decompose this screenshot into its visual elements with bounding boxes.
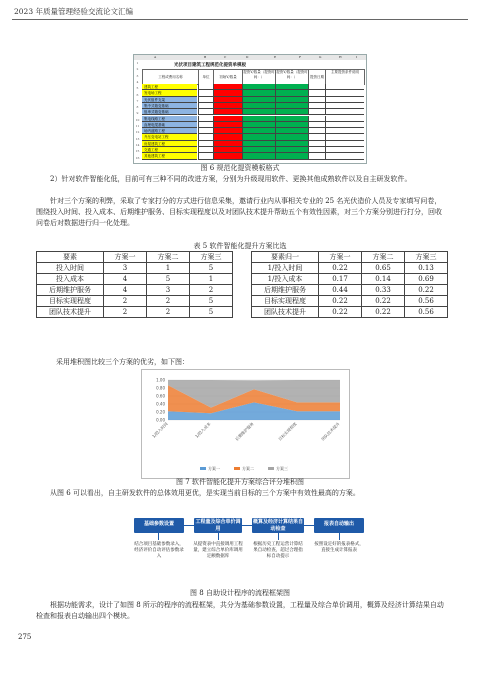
table-cell: 4: [104, 274, 147, 285]
row-number: 3: [136, 73, 139, 78]
table-cell: 投入成本: [37, 274, 104, 285]
table-cell: 5: [190, 307, 233, 318]
sheet-cell: [275, 153, 308, 159]
table-cell: 1: [147, 263, 190, 274]
table-cell: 0.22: [362, 307, 405, 318]
table-row: [252, 296, 448, 307]
sheet-row-name: 房屋建筑工程: [142, 141, 197, 147]
row-number: 7: [136, 98, 139, 103]
row-number: 2: [136, 67, 139, 72]
table-cell: 4: [104, 285, 147, 296]
row-number: 11: [135, 124, 140, 128]
table-cell: 投入时间: [37, 263, 104, 274]
table-header-cell: 方案一: [319, 252, 362, 263]
table-5-right: [251, 251, 448, 318]
table-cell: 2: [104, 296, 147, 307]
table-row: [37, 263, 233, 274]
table-cell: 团队技术提升: [252, 307, 319, 318]
table-header-cell: 方案一: [104, 252, 147, 263]
table-5-left: [36, 251, 233, 318]
table-cell: 2: [190, 285, 233, 296]
sheet-header-cell: 单位: [198, 69, 214, 85]
y-tick-label: 0.00: [156, 417, 165, 423]
col-letter: I: [356, 55, 358, 59]
flow-note: 按照设定好的报表格式，直接生成计算报表: [314, 542, 364, 553]
y-tick-label: 0.80: [156, 385, 165, 391]
table-cell: 0.22: [405, 285, 448, 296]
x-tick-label: 团队技术提升: [320, 421, 341, 442]
sheet-row-name: 直埋电缆基础: [142, 122, 197, 128]
table-cell: 目标实现程度: [252, 296, 319, 307]
table-cell: 0.22: [319, 263, 362, 274]
table-header-cell: 方案三: [405, 252, 448, 263]
legend-swatch: [234, 467, 240, 470]
table-cell: 1: [190, 274, 233, 285]
row-number: 14: [135, 142, 140, 147]
page-number: 275: [18, 633, 32, 641]
table-cell: 后期维护服务: [252, 285, 319, 296]
x-tick-label: 1/投入成本: [194, 421, 212, 439]
sheet-title: 光伏项目建筑工程规范化提资单模板: [174, 63, 246, 68]
table-cell: 3: [104, 263, 147, 274]
table-cell: 2: [147, 307, 190, 318]
legend-swatch: [200, 467, 206, 470]
column-header-bar: [134, 55, 366, 60]
legend-label: 方案二: [242, 466, 254, 471]
sheet-header-cell: 工程或费用名称: [142, 69, 199, 85]
row-number: 15: [135, 149, 140, 154]
table-cell: 0.22: [319, 307, 362, 318]
col-letter: G: [319, 55, 322, 59]
legend-label: 方案三: [276, 466, 288, 471]
sheet-row: [142, 153, 364, 159]
sheet-row-name: 交通工程: [142, 147, 197, 153]
flow-note: 根据历史工程运营计算结果自动检查，超过合理指标自动提示: [253, 542, 303, 559]
table-cell: 5: [147, 274, 190, 285]
row-number: 16: [135, 155, 140, 160]
paragraph: 采用堆积图比较三个方案的优劣，如下图：: [56, 358, 189, 366]
row-number: 1: [136, 61, 139, 65]
table-cell: 1/投入时间: [252, 263, 319, 274]
flow-note: 从提资表中直接调用工程量，建立综合单价库调用定额数据库: [193, 542, 243, 559]
stacked-area-chart: [141, 369, 350, 479]
header-divider: [12, 19, 468, 20]
sheet-cell: [325, 153, 364, 159]
flow-box-check: 概算及经济计算结果自动检查: [252, 519, 303, 532]
sheet-row-name: 光伏组件支架: [142, 97, 197, 103]
flow-diagram: [134, 515, 366, 583]
y-tick-label: 0.20: [156, 409, 165, 415]
y-tick-label: 0.60: [156, 393, 165, 399]
flow-connector: [184, 525, 194, 526]
flow-box-parameters: 基础参数设置: [134, 518, 184, 533]
table-cell: 2: [104, 307, 147, 318]
legend-swatch: [268, 467, 274, 470]
row-number: 8: [136, 105, 139, 110]
table-header-cell: 方案三: [190, 252, 233, 263]
table-cell: 0.33: [362, 285, 405, 296]
table-cell: 1/投入成本: [252, 274, 319, 285]
table-cell: 0.14: [362, 274, 405, 285]
paragraph: 针对三个方案的利弊，采取了专家打分的方式进行信息采集，邀请行业内从事相关专业的 25 名光伏造价人员及专家填写问卷，围绕投入时间、投入成本、后期维护服务、目标实现程度以及对团队技术提升帮助五个有效性因素，对三个方案分别进行打分，回收问卷后对数据进行归一化处理。: [36, 197, 442, 227]
table-cell: 0.22: [362, 296, 405, 307]
sheet-row-name: 建筑工程: [142, 84, 197, 90]
table-cell: 0.69: [405, 274, 448, 285]
table-row: [37, 285, 233, 296]
table-cell: 0.56: [405, 307, 448, 318]
flow-connector: [158, 533, 159, 540]
table-cell: 5: [190, 263, 233, 274]
row-number: 6: [136, 92, 139, 97]
flow-connector: [339, 533, 340, 540]
sheet-header-cell: 提资Y/数量（提资时间：）: [242, 69, 276, 85]
row-number: 12: [135, 130, 140, 135]
flow-note: 结合项目基础参数录入，经济评价自动评估参数录入: [134, 542, 184, 559]
chart-svg: [142, 370, 349, 478]
sheet-header-cell: 提资日期: [308, 69, 326, 85]
flow-connector: [304, 525, 314, 526]
table-row: [252, 263, 448, 274]
table-row: [37, 274, 233, 285]
table-header-row: [37, 252, 233, 263]
table-cell: 0.13: [405, 263, 448, 274]
table-header-cell: 方案二: [362, 252, 405, 263]
row-number: 10: [135, 117, 140, 122]
row-number: 13: [135, 136, 140, 141]
sheet-header-cell: 初始Y/数量: [213, 69, 243, 85]
y-tick-label: 1.00: [156, 377, 165, 383]
spreadsheet-figure: [133, 54, 367, 164]
row-number: 9: [136, 111, 139, 116]
table-cell: 0.22: [319, 296, 362, 307]
running-header: 2023 年质量管理经验交流论文汇编: [14, 7, 133, 16]
table-cell: 0.17: [319, 274, 362, 285]
sheet-row-name: 集电线路工程: [142, 116, 197, 122]
x-tick-label: 1/投入时间: [151, 421, 169, 439]
table-cell: 0.65: [362, 263, 405, 274]
table-cell: 2: [147, 296, 190, 307]
col-letter: D: [246, 55, 249, 59]
table-cell: 后期维护服务: [37, 285, 104, 296]
table-row: [252, 307, 448, 318]
table-cell: 目标实现程度: [37, 296, 104, 307]
col-letter: B: [204, 55, 207, 59]
legend-label: 方案一: [208, 466, 220, 471]
figure-6-caption: 图 6 规范化提资模板格式: [200, 164, 280, 172]
col-letter: A: [154, 55, 157, 59]
table-cell: 0.44: [319, 285, 362, 296]
figure-7-caption: 图 7 软件智能化提升方案综合评分堆积图: [176, 478, 304, 486]
table-5-caption: 表 5 软件智能化提升方案比选: [193, 242, 287, 250]
table-header-cell: 要素: [37, 252, 104, 263]
flow-box-report: 报表自动输出: [314, 518, 364, 533]
sheet-row-name: 其他建筑工程: [142, 153, 197, 159]
table-row: [252, 274, 448, 285]
sheet-row-name: 场内道路工程: [142, 128, 197, 134]
row-number: 5: [136, 86, 139, 91]
x-tick-label: 后期维护服务: [234, 421, 255, 442]
sheet-row-name: 发电场工程: [142, 90, 197, 96]
col-letter: F: [299, 55, 302, 59]
col-letter: C: [224, 55, 227, 59]
paragraph: 2）针对软件智能化低，目前可有三种不同的改进方案，分别为升级现用软件、更换其他成熟软件以及自主研发软件。: [50, 175, 412, 183]
sheet-cell: [308, 153, 325, 159]
col-letter: E: [274, 55, 277, 59]
sheet-header-cell: 主要提资条件说明: [325, 69, 365, 85]
sheet-row-name: 升压变电站工程: [142, 134, 197, 140]
col-letter: H: [339, 55, 342, 59]
flow-connector: [278, 533, 279, 540]
table-row: [37, 307, 233, 318]
y-tick-label: 0.40: [156, 401, 165, 407]
table-header-cell: 方案二: [147, 252, 190, 263]
sheet-cell: [242, 153, 275, 159]
table-row: [252, 285, 448, 296]
x-tick-label: 目标实现程度: [277, 421, 298, 442]
row-number: 4: [136, 79, 139, 84]
flow-box-quantity: 工程量及综合单价调用: [195, 519, 241, 532]
sheet-cell: [198, 153, 213, 159]
table-cell: 0.56: [405, 296, 448, 307]
flow-connector: [242, 525, 252, 526]
table-header-cell: 要素归一: [252, 252, 319, 263]
paragraph: 根据功能需求，设计了如图 8 所示的程序的流程框架，共分为基础参数设置，工程量及综合单价调用，概算及经济计算结果自动检查和报表自动输出四个模块。: [36, 601, 444, 620]
figure-8-caption: 图 8 自助设计程序的流程框架图: [190, 589, 290, 597]
sheet-row-name: 集中式箱变基础: [142, 103, 197, 109]
paragraph: 从图 6 可以看出，自主研发软件的总体效用更优，是实现当前目标的三个方案中有效性最高的方案。: [50, 489, 360, 497]
table-header-row: [252, 252, 448, 263]
table-cell: 团队技术提升: [37, 307, 104, 318]
table-cell: 3: [147, 285, 190, 296]
sheet-row-name: 组串式箱变基础: [142, 109, 197, 115]
table-row: [37, 296, 233, 307]
flow-connector: [218, 533, 219, 540]
table-cell: 5: [190, 296, 233, 307]
sheet-header-cell: 提资Y/数量（提资时间：）: [275, 69, 309, 85]
sheet-cell: [213, 153, 242, 159]
